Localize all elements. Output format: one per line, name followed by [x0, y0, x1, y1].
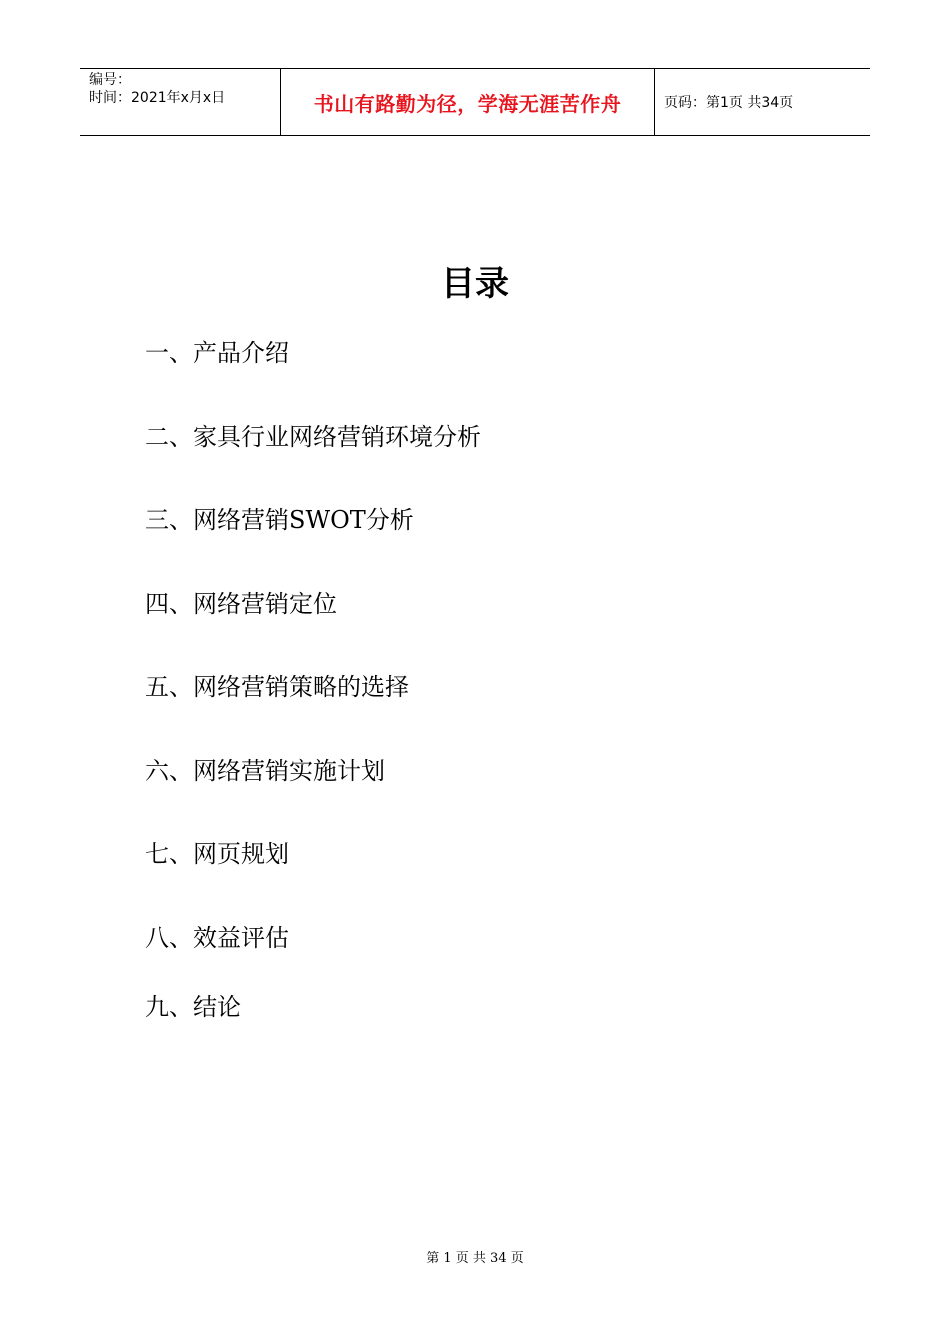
- toc-item: 六、网络营销实施计划: [145, 757, 385, 785]
- toc-item: 二、家具行业网络营销环境分析: [145, 423, 481, 451]
- toc-item: 七、网页规划: [145, 840, 289, 868]
- toc-item: 一、产品介绍: [145, 339, 289, 367]
- toc-title: 目录: [441, 264, 509, 304]
- page-footer: 第 1 页 共 34 页: [426, 1251, 524, 1266]
- toc-item: 九、结论: [145, 993, 241, 1021]
- toc-item: 四、网络营销定位: [145, 590, 337, 618]
- toc-item: 五、网络营销策略的选择: [145, 673, 409, 701]
- toc-item: 三、网络营销SWOT分析: [145, 506, 414, 534]
- header-motto-cell: [281, 69, 655, 135]
- page-info: 页码：第1页 共34页: [664, 95, 794, 111]
- header-meta-cell: [80, 69, 281, 135]
- toc-item: 八、效益评估: [145, 924, 289, 952]
- motto-text: 书山有路勤为径，学海无涯苦作舟: [313, 91, 622, 116]
- number-label: 编号：: [89, 72, 131, 88]
- document-header: [80, 68, 870, 136]
- header-page-cell: [655, 69, 870, 135]
- time-label: 时间：2021年x月x日: [89, 90, 226, 106]
